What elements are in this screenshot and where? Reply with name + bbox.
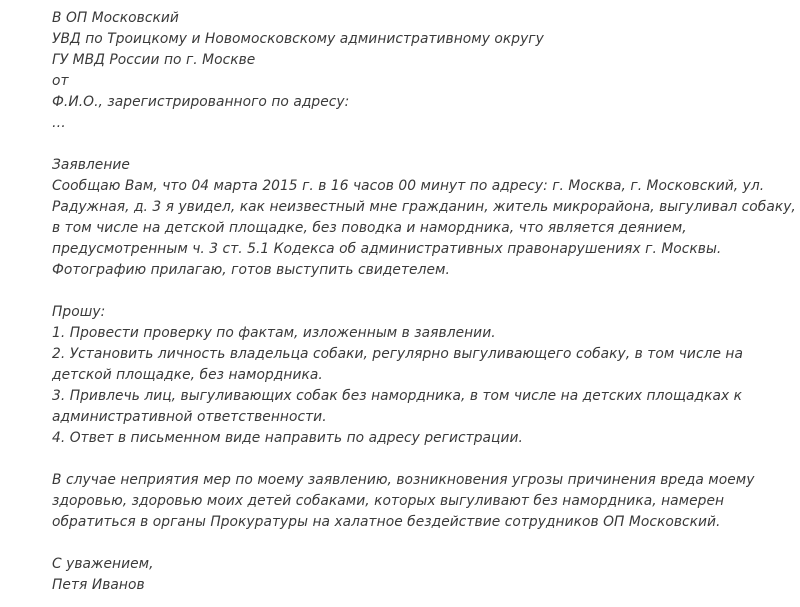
spacer <box>52 281 772 302</box>
request-item: административной ответственности. <box>52 409 327 425</box>
sender-address-label: Ф.И.О., зарегистрированного по адресу: <box>52 94 350 110</box>
signature-block <box>52 554 772 596</box>
warning-line: здоровью, здоровью моих детей собаками, которых выгуливают без намордника, намерен <box>52 493 725 509</box>
signature-closing: С уважением, <box>52 556 154 572</box>
addressee-directorate: УВД по Троицкому и Новомосковскому административному округу <box>52 31 544 47</box>
statement-block <box>52 155 796 281</box>
addressee-department: В ОП Московский <box>52 10 179 26</box>
request-title: Прошу: <box>52 304 106 320</box>
warning-line: обратиться в органы Прокуратуры на халатное бездействие сотрудников ОП Московский. <box>52 514 721 530</box>
statement-line: Фотографию прилагаю, готов выступить свидетелем. <box>52 262 450 278</box>
signature-name: Петя Иванов <box>52 577 145 593</box>
request-item: 3. Привлечь лиц, выгуливающих собак без намордника, в том числе на детских площадках к <box>52 388 743 404</box>
sender-address-ellipsis: … <box>52 115 66 131</box>
warning-block <box>52 470 772 533</box>
request-item: детской площадке, без намордника. <box>52 367 323 383</box>
statement-title: Заявление <box>52 157 130 173</box>
warning-line: В случае неприятия мер по моему заявлению, возникновения угрозы причинения вреда моему <box>52 472 755 488</box>
spacer <box>52 533 772 554</box>
addressee-block <box>52 8 772 134</box>
request-item: 4. Ответ в письменном виде направить по адресу регистрации. <box>52 430 523 446</box>
statement-line: предусмотренным ч. 3 ст. 5.1 Кодекса об административных правонарушениях г. Москвы. <box>52 241 722 257</box>
addressee-ministry: ГУ МВД России по г. Москве <box>52 52 256 68</box>
spacer <box>52 449 772 470</box>
sender-from: от <box>52 73 69 89</box>
document-body <box>52 8 796 596</box>
statement-line: в том числе на детской площадке, без поводка и намордника, что является деянием, <box>52 220 687 236</box>
request-item: 1. Провести проверку по фактам, изложенным в заявлении. <box>52 325 496 341</box>
request-block <box>52 302 772 449</box>
statement-line: Радужная, д. 3 я увидел, как неизвестный мне гражданин, житель микрорайона, выгуливал собаку, <box>52 199 796 215</box>
spacer <box>52 134 772 155</box>
statement-line: Сообщаю Вам, что 04 марта 2015 г. в 16 часов 00 минут по адресу: г. Москва, г. Московский, ул. <box>52 178 765 194</box>
request-item: 2. Установить личность владельца собаки, регулярно выгуливающего собаку, в том числе на <box>52 346 743 362</box>
